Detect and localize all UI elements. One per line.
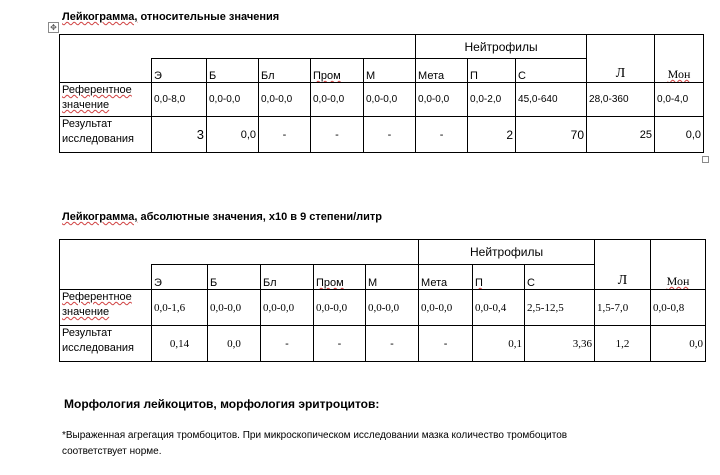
absolute-ref-cell: 0,0-0,0	[419, 290, 473, 326]
relative-header-cell: Л	[587, 59, 655, 83]
relative-ref-cell: 0,0-0,0	[259, 83, 311, 117]
absolute-result-cell: -	[314, 326, 366, 362]
relative-header-cell: М	[364, 59, 416, 83]
absolute-header-cell: Пром	[314, 265, 366, 290]
relative-ref-cell: 0,0-0,0	[416, 83, 468, 117]
absolute-header-cell: Э	[152, 265, 208, 290]
relative-header-cell: С	[516, 59, 587, 83]
platelet-note: *Выраженная агрегация тромбоцитов. При микроскопическом исследовании мазка количество тромбоцитов соответствует норме.	[62, 430, 568, 457]
absolute-ref-cell: 0,0-0,8	[651, 290, 706, 326]
relative-title-prefix: Лейкограмма,	[62, 11, 138, 23]
absolute-neutrophils-header: Нейтрофилы	[419, 240, 595, 265]
relative-header-cell: Э	[152, 59, 207, 83]
absolute-result-cell: 1,2	[595, 326, 651, 362]
relative-ref-cell: 28,0-360	[587, 83, 655, 117]
absolute-ref-cell: 0,0-0,4	[473, 290, 525, 326]
relative-ref-cell: 0,0-0,0	[364, 83, 416, 117]
relative-ref-row	[60, 83, 704, 117]
absolute-ref-cell: 0,0-0,0	[366, 290, 419, 326]
morphology-title: Морфология лейкоцитов, морфология эритроцитов:	[64, 397, 380, 411]
relative-ref-cell: 0,0-4,0	[655, 83, 704, 117]
absolute-header-row	[60, 265, 706, 290]
absolute-result-cell: -	[366, 326, 419, 362]
absolute-ref-cell: 0,0-0,0	[261, 290, 314, 326]
absolute-result-cell: 3,36	[525, 326, 595, 362]
relative-neutrophils-header: Нейтрофилы	[416, 35, 587, 59]
relative-header-cell: П	[468, 59, 516, 83]
relative-group-row	[60, 35, 704, 59]
absolute-result-cell: 0,1	[473, 326, 525, 362]
absolute-header-cell: С	[525, 265, 595, 290]
absolute-header-cell: Л	[595, 265, 651, 290]
relative-header-cell: Б	[207, 59, 259, 83]
relative-ref-cell: 45,0-640	[516, 83, 587, 117]
relative-result-cell: 0,0	[207, 117, 259, 153]
relative-result-cell: -	[259, 117, 311, 153]
absolute-ref-cell: 0,0-1,6	[152, 290, 208, 326]
relative-ref-cell: 0,0-2,0	[468, 83, 516, 117]
absolute-header-cell: Бл	[261, 265, 314, 290]
absolute-title-rest: абсолютные значения, х10 в 9 степени/литр	[140, 211, 383, 223]
absolute-ref-cell: 2,5-12,5	[525, 290, 595, 326]
resize-handle-icon[interactable]	[702, 156, 709, 163]
relative-result-cell: -	[416, 117, 468, 153]
relative-title	[62, 11, 279, 23]
relative-header-cell: Мета	[416, 59, 468, 83]
absolute-result-cell: 0,0	[208, 326, 261, 362]
absolute-ref-label: Референтное значение	[60, 290, 152, 326]
absolute-ref-cell: 0,0-0,0	[314, 290, 366, 326]
absolute-ref-cell: 0,0-0,0	[208, 290, 261, 326]
absolute-ref-cell: 1,5-7,0	[595, 290, 651, 326]
absolute-result-cell: 0,0	[651, 326, 706, 362]
relative-header-cell: Мон	[655, 59, 704, 83]
relative-header-cell: Бл	[259, 59, 311, 83]
relative-result-cell: -	[311, 117, 364, 153]
relative-ref-label: Референтное значение	[60, 83, 152, 117]
move-handle-icon[interactable]: ✥	[48, 22, 59, 33]
relative-header-cell: Пром	[311, 59, 364, 83]
relative-result-cell: 70	[516, 117, 587, 153]
absolute-ref-row	[60, 290, 706, 326]
relative-ref-cell: 0,0-8,0	[152, 83, 207, 117]
absolute-result-row	[60, 326, 706, 362]
absolute-table	[59, 239, 706, 362]
relative-result-cell: 3	[152, 117, 207, 153]
absolute-header-cell: Мета	[419, 265, 473, 290]
relative-result-cell: 25	[587, 117, 655, 153]
relative-result-cell: -	[364, 117, 416, 153]
relative-table	[59, 34, 704, 153]
absolute-result-label: Результат исследования	[60, 326, 152, 362]
relative-result-cell: 2	[468, 117, 516, 153]
absolute-header-cell: Б	[208, 265, 261, 290]
absolute-header-cell: Мон	[651, 265, 706, 290]
relative-ref-cell: 0,0-0,0	[207, 83, 259, 117]
absolute-group-row	[60, 240, 706, 265]
relative-result-cell: 0,0	[655, 117, 704, 153]
absolute-result-cell: -	[261, 326, 314, 362]
relative-title-rest: относительные значения	[140, 11, 280, 23]
relative-ref-cell: 0,0-0,0	[311, 83, 364, 117]
absolute-title	[62, 211, 382, 223]
absolute-header-cell: М	[366, 265, 419, 290]
relative-result-row	[60, 117, 704, 153]
absolute-header-cell: П	[473, 265, 525, 290]
absolute-result-cell: -	[419, 326, 473, 362]
relative-header-row	[60, 59, 704, 83]
absolute-title-prefix: Лейкограмма,	[62, 211, 138, 223]
absolute-result-cell: 0,14	[152, 326, 208, 362]
relative-result-label: Результат исследования	[60, 117, 152, 153]
